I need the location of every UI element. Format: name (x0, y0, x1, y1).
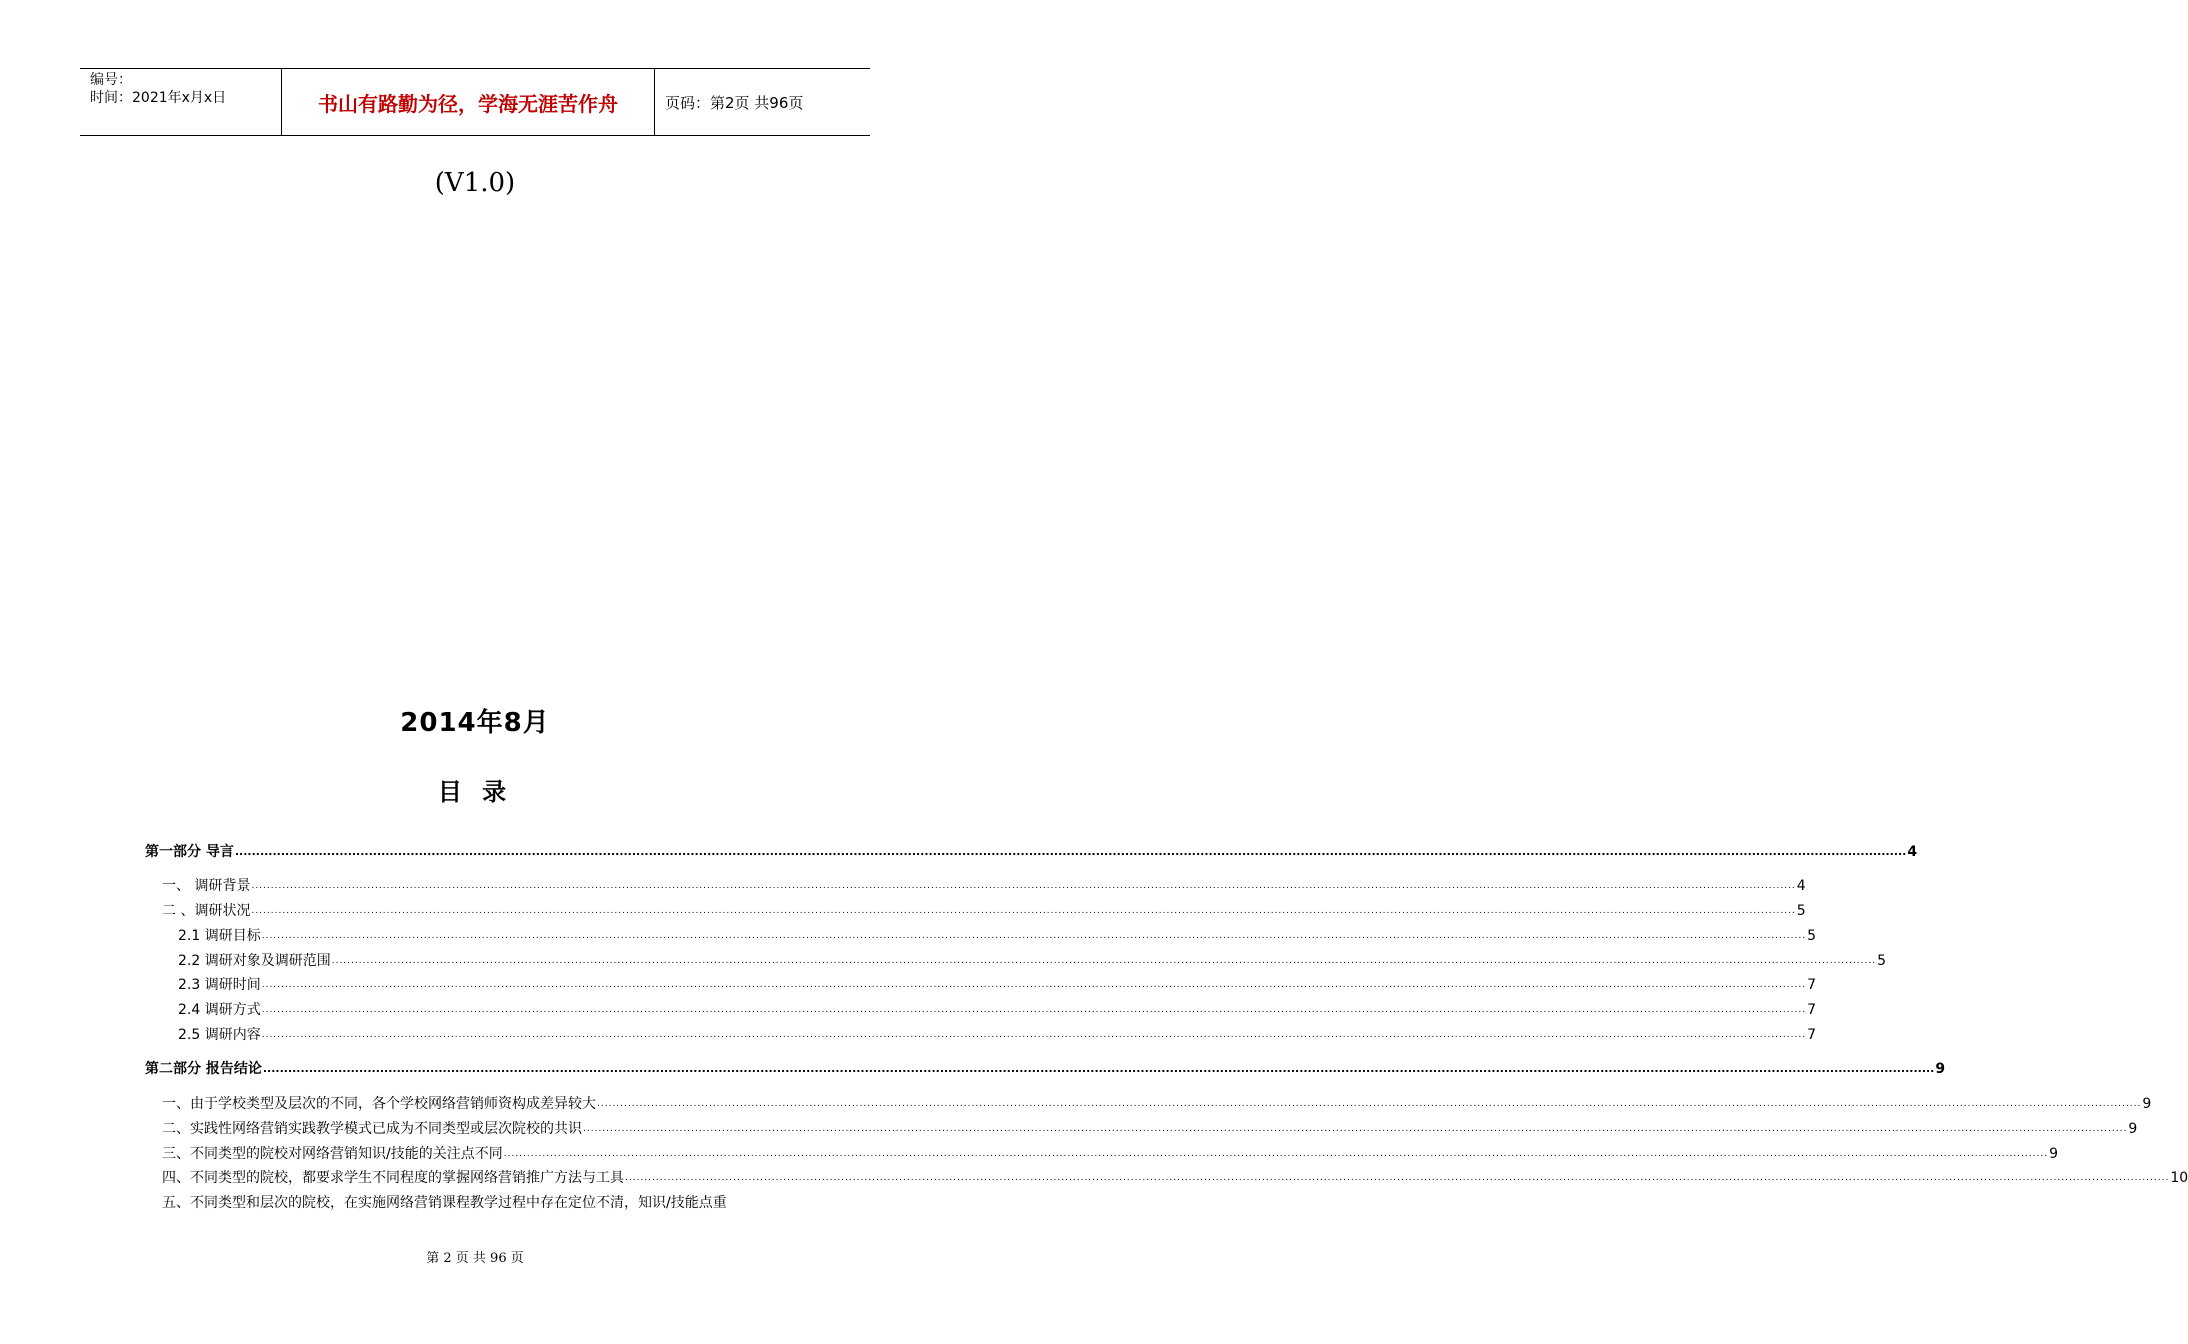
toc-entry-text: 二 、调研状况 (162, 903, 251, 919)
toc-entry-page: 10 (2170, 1170, 2188, 1186)
toc-leader: ................................................................................................................................................................................................................................................................................................................................................................................................................ (503, 1149, 2049, 1159)
toc-entry-page: 9 (2128, 1121, 2138, 1137)
time-label: 时间：2021年x月x日 (90, 90, 227, 106)
toc-entry-text: 第一部分 导言 (145, 844, 234, 860)
toc-entry-text: 2.3 调研时间 (178, 977, 261, 993)
toc-leader: ................................................................................................................................................................................................................................................................................................................................................................................................................ (262, 1062, 1935, 1075)
header-meta (80, 69, 282, 135)
toc-entry-text: 三、不同类型的院校对网络营销知识/技能的关注点不同 (162, 1146, 503, 1162)
toc-entry[interactable] (178, 1000, 1816, 1020)
toc-entry-page: 9 (2142, 1096, 2152, 1112)
toc-leader: ................................................................................................................................................................................................................................................................................................................................................................................................................ (251, 881, 1796, 891)
toc-entry-text: 第二部分 报告结论 (145, 1061, 262, 1077)
toc-entry-text: 五、不同类型和层次的院校，在实施网络营销课程教学过程中存在定位不清，知识/技能点重 (162, 1195, 727, 1211)
toc-entry[interactable] (162, 1119, 2138, 1139)
toc-entry-page: 5 (1877, 953, 1886, 969)
header-page-info: 页码：第2页 共96页 (665, 93, 804, 112)
toc-entry-page: 9 (2049, 1146, 2058, 1162)
toc-entry-text: 2.5 调研内容 (178, 1027, 261, 1043)
toc-leader: ................................................................................................................................................................................................................................................................................................................................................................................................................ (261, 980, 1807, 990)
toc-title: 目 录 (437, 778, 513, 806)
page-footer: 第 2 页 共 96 页 (426, 1251, 524, 1266)
toc-entry[interactable] (162, 1168, 2188, 1188)
toc-leader: ................................................................................................................................................................................................................................................................................................................................................................................................................ (234, 845, 1907, 858)
toc-entry-text: 一、 调研背景 (162, 878, 251, 894)
toc-entry-page: 7 (1807, 977, 1816, 993)
serial-label: 编号： (90, 72, 132, 88)
toc-entry[interactable] (162, 1094, 2152, 1114)
toc-entry-text: 2.2 调研对象及调研范围 (178, 953, 331, 969)
toc-entry-page: 4 (1907, 844, 1918, 860)
version-label: (V1.0) (434, 168, 516, 198)
toc-entry-page: 7 (1807, 1002, 1816, 1018)
toc-entry[interactable] (162, 876, 1806, 896)
toc-entry-text: 2.4 调研方式 (178, 1002, 261, 1018)
toc-entry-page: 5 (1807, 928, 1816, 944)
page-header (80, 68, 870, 136)
toc-leader: ................................................................................................................................................................................................................................................................................................................................................................................................................ (261, 1005, 1807, 1015)
toc-entry[interactable] (145, 1059, 1946, 1079)
toc-leader: ................................................................................................................................................................................................................................................................................................................................................................................................................ (261, 931, 1807, 941)
toc-entry[interactable] (178, 951, 1886, 971)
toc-leader: ................................................................................................................................................................................................................................................................................................................................................................................................................ (331, 956, 1877, 966)
toc-entry[interactable] (178, 1025, 1816, 1045)
toc-leader: ................................................................................................................................................................................................................................................................................................................................................................................................................ (625, 1173, 2170, 1183)
toc-leader: ................................................................................................................................................................................................................................................................................................................................................................................................................ (597, 1099, 2142, 1109)
toc-entry[interactable] (178, 926, 1816, 946)
toc-leader: ................................................................................................................................................................................................................................................................................................................................................................................................................ (261, 1030, 1807, 1040)
toc-entry[interactable] (162, 901, 1806, 921)
toc-entry[interactable] (162, 1193, 807, 1213)
toc-entry-text: 2.1 调研目标 (178, 928, 261, 944)
toc-entry-page: 5 (1796, 903, 1806, 919)
toc-entry[interactable] (162, 1144, 2058, 1164)
report-date: 2014年8月 (400, 708, 550, 738)
toc-entry-page: 9 (1935, 1061, 1946, 1077)
toc-entry-text: 一、由于学校类型及层次的不同，各个学校网络营销师资构成差异较大 (162, 1096, 596, 1112)
toc-leader: ................................................................................................................................................................................................................................................................................................................................................................................................................ (251, 906, 1796, 916)
toc-entry-page: 4 (1796, 878, 1806, 894)
toc-entry-text: 二、实践性网络营销实践教学模式已成为不同类型或层次院校的共识 (162, 1121, 582, 1137)
toc-entry[interactable] (145, 842, 1918, 862)
toc-leader: ................................................................................................................................................................................................................................................................................................................................................................................................................ (583, 1124, 2128, 1134)
header-motto: 书山有路勤为径，学海无涯苦作舟 (282, 69, 655, 135)
toc-entry-text: 四、不同类型的院校，都要求学生不同程度的掌握网络营销推广方法与工具 (162, 1170, 624, 1186)
toc-entry[interactable] (178, 975, 1816, 995)
toc-entry-page: 7 (1807, 1027, 1816, 1043)
